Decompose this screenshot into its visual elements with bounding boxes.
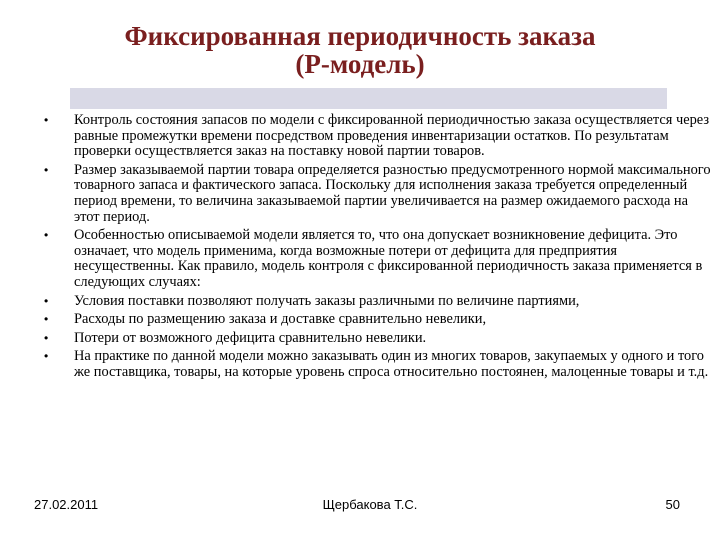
bullet-text: Условия поставки позволяют получать заказы различными по величине партиями, <box>74 292 580 309</box>
bullet-icon: • <box>44 312 49 327</box>
bullet-icon: • <box>44 113 49 127</box>
bullet-item <box>40 294 715 310</box>
bullet-item <box>40 349 715 380</box>
bullet-text: Особенностью описываемой модели является то, что она допускает возникновение дефицита. Это означает, что модель применима, когда возможные потери от дефицита для предприятия несущественны. Как правило, модель контроля с фиксированной периодичность заказа применяется в следующих случаях: <box>74 227 703 290</box>
bullet-icon: • <box>44 228 49 243</box>
bullet-item <box>40 331 715 347</box>
bullet-text: Размер заказываемой партии товара определяется разностью предусмотренного нормой максимального товарного запаса и фактического запаса. Поскольку для исполнения заказа требуется определенный период времени, то величина заказываемой партии увеличивается на размер ожидаемого расхода на этот период. <box>74 161 711 225</box>
bullet-icon: • <box>44 349 49 364</box>
bullet-list <box>40 113 715 384</box>
header-bar <box>70 88 667 109</box>
bullet-text: Контроль состояния запасов по модели с фиксированной периодичностью заказа осуществляется через равные промежутки времени посредством проведения инвентаризации остатков. По результатам проверки осуществляется заказ на поставку новой партии товаров. <box>74 112 710 160</box>
bullet-text: Потери от возможного дефицита сравнительно невелики. <box>74 329 427 346</box>
bullet-text: Расходы по размещению заказа и доставке сравнительно невелики, <box>74 311 487 328</box>
bullet-item <box>40 228 715 290</box>
page-number: 50 <box>665 497 680 512</box>
bullet-icon: • <box>44 162 49 177</box>
footer-author: Щербакова Т.С. <box>322 497 418 512</box>
bullet-icon: • <box>44 293 49 308</box>
title-line-2: (Р-модель) <box>295 49 425 79</box>
bullet-text: На практике по данной модели можно заказывать один из многих товаров, закупаемых у одного и того же поставщика, товары, на которые уровень спроса относительно постоянен, малоценные товары и т.д. <box>74 348 709 380</box>
slide-title <box>60 18 660 82</box>
footer-date: 27.02.2011 <box>34 497 99 512</box>
bullet-item <box>40 113 715 160</box>
bullet-icon: • <box>44 330 49 345</box>
title-line-1: Фиксированная периодичность заказа <box>124 21 596 51</box>
bullet-item <box>40 163 715 225</box>
bullet-item <box>40 312 715 328</box>
